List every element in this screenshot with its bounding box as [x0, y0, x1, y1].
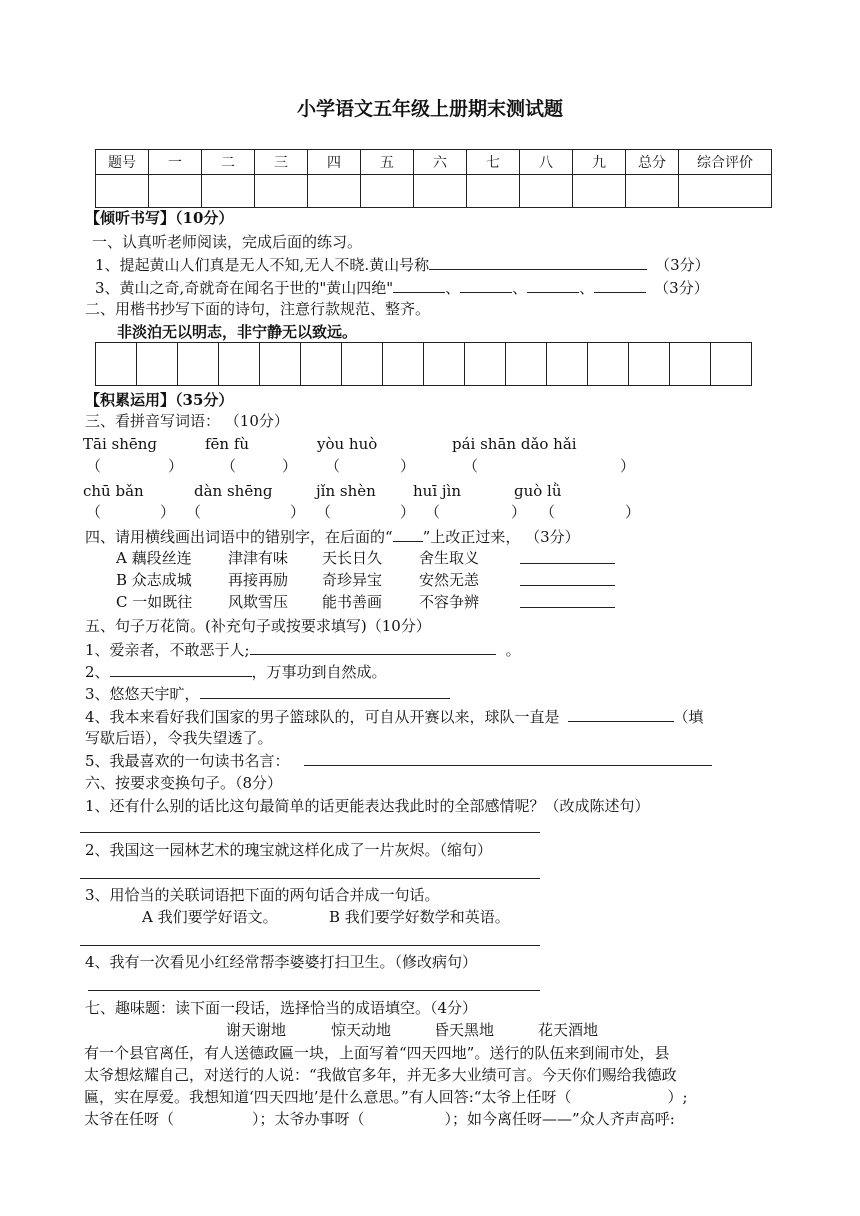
score-col-header: 六	[414, 150, 467, 175]
typo-word: 不容争辨	[419, 593, 480, 611]
paren-close: ）	[625, 503, 641, 521]
paren-close: ）	[290, 503, 306, 521]
paren-close: ）	[620, 457, 636, 475]
question-5: 五、句子万花筒。(补充句子或按要求填写)（10分）	[85, 617, 431, 635]
score-cell[interactable]	[361, 175, 414, 208]
question-5-4-cont: 写歇后语），令我失望透了。	[85, 729, 273, 747]
passage-line: 有一个县官离任，有人送德政匾一块，上面写着“四天四地”。送行的队伍来到闹市处，县	[84, 1044, 670, 1062]
typo-word: C 一如既往	[116, 593, 193, 611]
score-table	[95, 149, 772, 208]
score-col-header: 九	[573, 150, 626, 175]
question-text: 四、请用横线画出词语中的错别字，在后面的“	[85, 528, 393, 546]
question-1-1	[95, 254, 710, 275]
grid-cell[interactable]	[629, 343, 670, 386]
question-text: （填	[673, 708, 704, 726]
typo-word: 奇珍异宝	[322, 571, 383, 589]
question-text: ”上改正过来， （3分）	[422, 528, 580, 546]
pinyin-item: fēn fù	[205, 435, 250, 453]
answer-blank[interactable]	[250, 639, 496, 655]
pinyin-item: dàn shēnɡ	[194, 482, 273, 500]
question-5-5	[85, 750, 712, 771]
question-6-1: 1、还有什么别的话比这句最简单的话更能表达我此时的全部感情呢？（改成陈述句）	[85, 797, 650, 815]
paren-open: （	[425, 503, 441, 521]
paren-close: ）	[400, 457, 416, 475]
punct: 。	[505, 641, 521, 659]
paren-open: （	[186, 503, 202, 521]
typo-word: 天长日久	[322, 549, 383, 567]
question-text: 5、我最喜欢的一句读书名言：	[85, 752, 290, 770]
typo-word: 津津有味	[228, 549, 289, 567]
answer-blank[interactable]	[200, 683, 450, 699]
grid-cell[interactable]	[588, 343, 629, 386]
answer-line-wrap	[520, 548, 615, 569]
grid-cell[interactable]	[711, 343, 752, 386]
answer-blank[interactable]	[393, 277, 445, 293]
paren-close: ）	[282, 457, 298, 475]
score-cell[interactable]	[467, 175, 520, 208]
score-cell[interactable]	[679, 175, 772, 208]
paren-open: （	[86, 503, 102, 521]
question-text: ，万事功到自然成。	[251, 663, 387, 681]
score-table-header-row	[96, 150, 772, 175]
paren-close: ）	[168, 457, 184, 475]
grid-cell[interactable]	[383, 343, 424, 386]
separator: 、	[579, 279, 595, 297]
question-6-4: 4、我有一次看见小红经常帮李婆婆打扫卫生。（修改病句）	[85, 953, 478, 971]
paren-open: （	[86, 457, 102, 475]
question-text: 3、黄山之奇,奇就奇在闻名于世的"黄山四绝"	[95, 279, 394, 297]
score-table-value-row	[96, 175, 772, 208]
page-title: 小学语文五年级上册期末测试题	[296, 98, 563, 120]
points-label: （3分）	[655, 256, 710, 274]
question-1-3	[95, 277, 709, 298]
score-col-header: 三	[255, 150, 308, 175]
answer-blank[interactable]	[460, 277, 512, 293]
passage-line: 太爷想炫耀自己，对送行的人说：“我做官多年，并无多大业绩可言。今天你们赐给我德政	[84, 1066, 677, 1084]
typo-word: 风欺雪压	[228, 593, 289, 611]
grid-cell[interactable]	[96, 343, 137, 386]
answer-blank[interactable]	[110, 661, 252, 677]
idiom-option: 花天酒地	[538, 1021, 599, 1039]
question-1-intro: 一、认真听老师阅读，完成后面的练习。	[92, 233, 363, 251]
answer-line-wrap	[520, 592, 615, 613]
score-col-header: 四	[308, 150, 361, 175]
typo-word: 舍生取义	[419, 549, 480, 567]
passage-line	[84, 1087, 688, 1107]
pinyin-item: ɡuò lǜ	[514, 482, 562, 500]
section-header-accumulation: 【积累运用】（35分）	[85, 391, 234, 409]
grid-cell[interactable]	[260, 343, 301, 386]
answer-line[interactable]	[80, 945, 540, 946]
typo-word: A 藕段丝连	[116, 549, 192, 567]
score-cell[interactable]	[96, 175, 149, 208]
question-text: 3、悠悠天宇旷，	[85, 685, 200, 703]
question-3: 三、看拼音写词语： （10分）	[85, 412, 289, 430]
question-text: 1、提起黄山人们真是无人不知,无人不晓.黄山号称	[95, 256, 430, 274]
grid-cell[interactable]	[424, 343, 465, 386]
answer-blank[interactable]	[304, 750, 712, 766]
answer-blank[interactable]	[568, 706, 674, 722]
question-6: 六、按要求变换句子。（8分）	[85, 774, 283, 792]
answer-blank[interactable]	[520, 548, 615, 564]
question-text: 1、爱亲者，不敢恶于人;	[85, 641, 250, 659]
paren-close: ）	[400, 503, 416, 521]
typo-word: B 众志成城	[116, 571, 192, 589]
example-blank	[393, 526, 423, 542]
question-2: 二、用楷书抄写下面的诗句，注意行款规范、整齐。	[85, 300, 431, 318]
paren-open: （	[463, 457, 479, 475]
writing-grid	[95, 342, 752, 386]
idiom-option: 昏天黑地	[434, 1021, 495, 1039]
answer-line[interactable]	[80, 832, 540, 833]
grid-cell[interactable]	[137, 343, 178, 386]
poem-line: 非淡泊无以明志，非宁静无以致远。	[117, 323, 358, 341]
score-col-header: 五	[361, 150, 414, 175]
score-cell[interactable]	[520, 175, 573, 208]
passage-text: ）；如今离任呀——”众人齐声高呼:	[444, 1110, 675, 1128]
score-cell[interactable]	[414, 175, 467, 208]
score-cell[interactable]	[308, 175, 361, 208]
score-col-header: 七	[467, 150, 520, 175]
score-col-header: 一	[149, 150, 202, 175]
pinyin-item: jǐn shèn	[316, 482, 376, 500]
answer-blank[interactable]	[594, 277, 646, 293]
typo-word: 安然无恙	[419, 571, 480, 589]
pinyin-item: chū bǎn	[83, 482, 144, 500]
score-cell[interactable]	[255, 175, 308, 208]
sentence-b: B 我们要学好数学和英语。	[329, 908, 510, 926]
grid-cell[interactable]	[506, 343, 547, 386]
paren-open: （	[316, 503, 332, 521]
score-col-header: 八	[520, 150, 573, 175]
answer-blank[interactable]	[527, 277, 579, 293]
grid-cell[interactable]	[178, 343, 219, 386]
points-label: （3分）	[654, 279, 709, 297]
typo-word: 再接再励	[228, 571, 289, 589]
answer-line[interactable]	[80, 878, 540, 879]
sentence-a: A 我们要学好语文。	[142, 908, 278, 926]
pinyin-item: pái shān dǎo hǎi	[452, 435, 577, 453]
answer-line-wrap	[520, 570, 615, 591]
score-col-header: 题号	[96, 150, 149, 175]
separator: 、	[512, 279, 528, 297]
question-text: 4、我本来看好我们国家的男子篮球队的，可自从开赛以来，球队一直是	[85, 708, 560, 726]
paren-close: ）	[511, 503, 527, 521]
question-5-2	[85, 661, 387, 682]
score-cell[interactable]	[573, 175, 626, 208]
question-6-3: 3、用恰当的关联词语把下面的两句话合并成一句话。	[85, 886, 440, 904]
question-5-1	[85, 639, 521, 660]
pinyin-item: Tāi shēnɡ	[83, 435, 158, 453]
score-cell[interactable]	[626, 175, 679, 208]
score-cell[interactable]	[202, 175, 255, 208]
grid-cell[interactable]	[301, 343, 342, 386]
section-header-listening: 【倾听书写】（10分）	[85, 209, 234, 227]
answer-blank[interactable]	[520, 592, 615, 608]
question-num: 2、	[85, 663, 110, 681]
question-6-2: 2、我国这一园林艺术的瑰宝就这样化成了一片灰烬。（缩句）	[85, 841, 493, 859]
idiom-option: 谢天谢地	[226, 1021, 287, 1039]
grid-cell[interactable]	[465, 343, 506, 386]
grid-cell[interactable]	[342, 343, 383, 386]
score-cell[interactable]	[149, 175, 202, 208]
pinyin-item: huī jìn	[413, 482, 461, 500]
passage-text: 匾，实在厚爱。我想知道‘四天四地’是什么意思。”有人回答:“太爷上任呀（	[84, 1088, 572, 1106]
question-5-4	[85, 706, 704, 727]
score-col-header: 二	[202, 150, 255, 175]
grid-cell[interactable]	[670, 343, 711, 386]
pinyin-item: yòu huò	[317, 435, 378, 453]
question-4	[85, 526, 580, 547]
score-col-header: 总分	[626, 150, 679, 175]
paren-open: （	[325, 457, 341, 475]
paren-open: （	[540, 503, 556, 521]
passage-text: 太爷在任呀（	[84, 1110, 175, 1128]
question-7: 七、趣味题：读下面一段话，选择恰当的成语填空。（4分）	[85, 999, 478, 1017]
grid-cell[interactable]	[219, 343, 260, 386]
answer-blank[interactable]	[520, 570, 615, 586]
question-5-3	[85, 683, 450, 704]
passage-text: ）;	[667, 1088, 688, 1106]
typo-word: 能书善画	[322, 593, 383, 611]
answer-line[interactable]	[88, 990, 540, 991]
grid-cell[interactable]	[547, 343, 588, 386]
idiom-option: 惊天动地	[331, 1021, 392, 1039]
score-col-header: 综合评价	[679, 150, 772, 175]
answer-blank[interactable]	[429, 254, 647, 270]
separator: 、	[445, 279, 461, 297]
paren-open: （	[221, 457, 237, 475]
passage-text: ）；太爷办事呀（	[252, 1110, 365, 1128]
paren-close: ）	[160, 503, 176, 521]
passage-line	[84, 1109, 675, 1129]
